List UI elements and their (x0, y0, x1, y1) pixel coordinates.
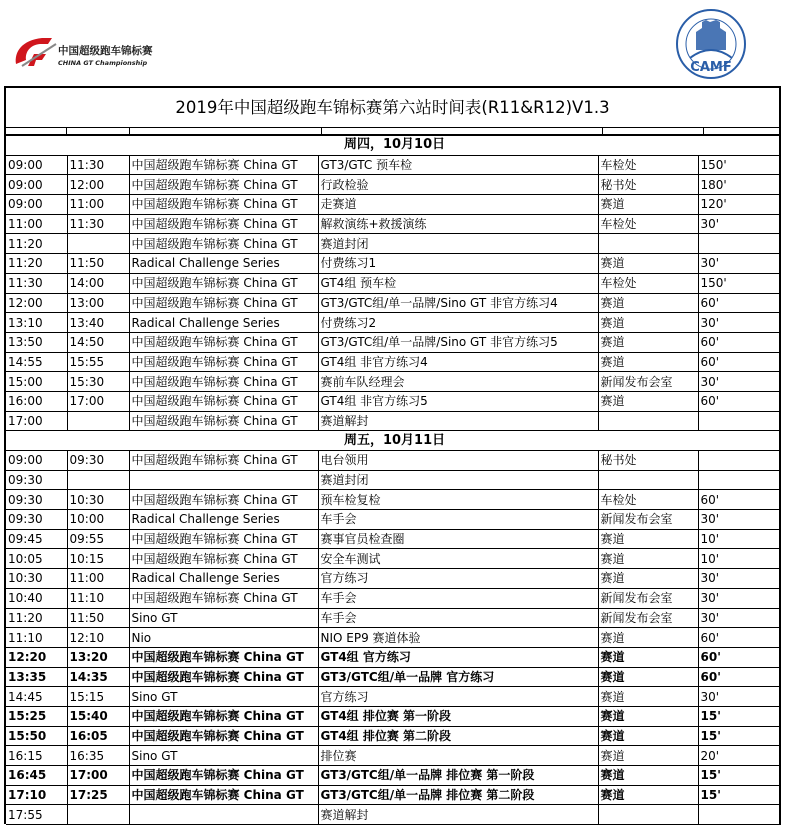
cell-start: 15:00 (6, 372, 67, 392)
cell-series: 中国超级跑车锦标赛 China GT (129, 667, 318, 687)
cell-end: 15:55 (67, 352, 129, 372)
cell-event: GT4组 排位赛 第一阶段 (318, 706, 598, 726)
cell-location: 新闻发布会室 (598, 608, 698, 628)
cell-end: 09:30 (67, 451, 129, 471)
table-row (6, 490, 781, 510)
cell-duration: 30' (698, 510, 781, 530)
cell-duration: 150' (698, 273, 781, 293)
table-row (6, 372, 781, 392)
cell-location (598, 805, 698, 825)
cell-location: 车检处 (598, 214, 698, 234)
cell-start: 15:50 (6, 726, 67, 746)
cell-location: 赛道 (598, 293, 698, 313)
cell-start: 14:55 (6, 352, 67, 372)
cell-location: 赛道 (598, 332, 698, 352)
camf-emblem (666, 8, 756, 80)
table-row (6, 510, 781, 530)
cell-series: 中国超级跑车锦标赛 China GT (129, 273, 318, 293)
schedule-table (6, 135, 781, 825)
cell-start: 11:20 (6, 234, 67, 254)
cell-duration: 30' (698, 254, 781, 274)
cell-series: 中国超级跑车锦标赛 China GT (129, 490, 318, 510)
china-gt-logo (12, 30, 172, 70)
cell-location: 赛道 (598, 569, 698, 589)
cell-event: 车手会 (318, 510, 598, 530)
cell-event: 付费练习2 (318, 313, 598, 333)
cell-end: 17:25 (67, 785, 129, 805)
cell-duration: 60' (698, 391, 781, 411)
table-row (6, 195, 781, 215)
cell-duration: 30' (698, 372, 781, 392)
cell-event: 赛道封闭 (318, 234, 598, 254)
cell-end: 11:00 (67, 569, 129, 589)
table-row (6, 805, 781, 825)
cell-series: 中国超级跑车锦标赛 China GT (129, 155, 318, 175)
cell-duration: 60' (698, 628, 781, 648)
cell-duration: 30' (698, 214, 781, 234)
cell-location: 赛道 (598, 529, 698, 549)
cell-duration: 10' (698, 549, 781, 569)
cell-event: 安全车测试 (318, 549, 598, 569)
cell-series: 中国超级跑车锦标赛 China GT (129, 332, 318, 352)
table-row (6, 391, 781, 411)
cell-event: GT4组 非官方练习4 (318, 352, 598, 372)
cell-location: 赛道 (598, 785, 698, 805)
cell-duration: 15' (698, 785, 781, 805)
cell-event: GT4组 预车检 (318, 273, 598, 293)
cell-end (67, 234, 129, 254)
table-row (6, 214, 781, 234)
cell-event: 行政检验 (318, 175, 598, 195)
cell-start: 09:30 (6, 490, 67, 510)
cell-end: 11:50 (67, 608, 129, 628)
cell-series: Radical Challenge Series (129, 510, 318, 530)
cell-start: 12:20 (6, 647, 67, 667)
cell-start: 11:20 (6, 608, 67, 628)
cell-location: 赛道 (598, 549, 698, 569)
cell-location: 赛道 (598, 687, 698, 707)
cell-series: 中国超级跑车锦标赛 China GT (129, 766, 318, 786)
cell-start: 09:00 (6, 195, 67, 215)
table-row (6, 569, 781, 589)
cell-event: 赛道解封 (318, 411, 598, 431)
table-row (6, 175, 781, 195)
cell-start: 13:10 (6, 313, 67, 333)
cell-start: 16:00 (6, 391, 67, 411)
table-row (6, 766, 781, 786)
cell-series: 中国超级跑车锦标赛 China GT (129, 391, 318, 411)
cell-event: GT3/GTC 预车检 (318, 155, 598, 175)
table-row (6, 667, 781, 687)
cell-location: 赛道 (598, 746, 698, 766)
cell-duration (698, 234, 781, 254)
cell-start: 17:10 (6, 785, 67, 805)
cell-location: 赛道 (598, 667, 698, 687)
cell-location: 新闻发布会室 (598, 510, 698, 530)
cell-series: Sino GT (129, 746, 318, 766)
cell-event: GT3/GTC组/单一品牌 官方练习 (318, 667, 598, 687)
cell-duration: 30' (698, 569, 781, 589)
cell-end: 13:00 (67, 293, 129, 313)
table-row (6, 687, 781, 707)
cell-location: 赛道 (598, 726, 698, 746)
cell-start: 16:45 (6, 766, 67, 786)
cell-event: GT3/GTC组/单一品牌 排位赛 第一阶段 (318, 766, 598, 786)
cell-end: 14:35 (67, 667, 129, 687)
table-row (6, 254, 781, 274)
table-row (6, 608, 781, 628)
cell-series: 中国超级跑车锦标赛 China GT (129, 234, 318, 254)
cell-series: Radical Challenge Series (129, 254, 318, 274)
table-row (6, 549, 781, 569)
cell-event: GT3/GTC组/单一品牌/Sino GT 非官方练习5 (318, 332, 598, 352)
cell-location: 赛道 (598, 628, 698, 648)
cell-location: 赛道 (598, 647, 698, 667)
table-row (6, 726, 781, 746)
cell-duration: 60' (698, 647, 781, 667)
cell-duration: 30' (698, 313, 781, 333)
table-row (6, 706, 781, 726)
cell-end: 10:00 (67, 510, 129, 530)
cell-event: 官方练习 (318, 687, 598, 707)
cell-series: Sino GT (129, 608, 318, 628)
cell-location: 车检处 (598, 490, 698, 510)
cell-start: 09:45 (6, 529, 67, 549)
cell-start: 17:00 (6, 411, 67, 431)
schedule-sheet (4, 86, 781, 824)
day-label: 周四，10月10日 (6, 136, 781, 156)
cell-start: 12:00 (6, 293, 67, 313)
cell-duration: 150' (698, 155, 781, 175)
cell-end: 10:15 (67, 549, 129, 569)
cell-end: 11:30 (67, 214, 129, 234)
cell-event: 排位赛 (318, 746, 598, 766)
table-row (6, 411, 781, 431)
cell-series: 中国超级跑车锦标赛 China GT (129, 588, 318, 608)
cell-series: 中国超级跑车锦标赛 China GT (129, 549, 318, 569)
table-row (6, 451, 781, 471)
cell-start: 11:00 (6, 214, 67, 234)
cell-start: 09:00 (6, 155, 67, 175)
cell-series: Nio (129, 628, 318, 648)
cell-start: 09:00 (6, 175, 67, 195)
table-row (6, 313, 781, 333)
cell-end (67, 470, 129, 490)
cell-location: 赛道 (598, 766, 698, 786)
spacer-row (6, 128, 779, 135)
cell-duration: 30' (698, 687, 781, 707)
cell-start: 11:10 (6, 628, 67, 648)
cell-end: 12:10 (67, 628, 129, 648)
cell-start: 15:25 (6, 706, 67, 726)
cell-location (598, 234, 698, 254)
cell-start: 10:40 (6, 588, 67, 608)
cell-start: 14:45 (6, 687, 67, 707)
cell-location: 新闻发布会室 (598, 372, 698, 392)
cell-location: 车检处 (598, 155, 698, 175)
cell-start: 13:50 (6, 332, 67, 352)
cell-duration: 20' (698, 746, 781, 766)
cell-series: Sino GT (129, 687, 318, 707)
cell-end: 11:30 (67, 155, 129, 175)
cell-series: 中国超级跑车锦标赛 China GT (129, 451, 318, 471)
cell-end: 09:55 (67, 529, 129, 549)
cell-duration (698, 470, 781, 490)
cell-end (67, 411, 129, 431)
cell-start: 16:15 (6, 746, 67, 766)
cell-duration: 15' (698, 766, 781, 786)
table-row (6, 628, 781, 648)
cell-duration: 120' (698, 195, 781, 215)
cell-location: 赛道 (598, 391, 698, 411)
cell-series: 中国超级跑车锦标赛 China GT (129, 175, 318, 195)
cell-duration: 60' (698, 667, 781, 687)
cell-duration (698, 411, 781, 431)
cell-series: 中国超级跑车锦标赛 China GT (129, 647, 318, 667)
day-label: 周五，10月11日 (6, 431, 781, 451)
cell-series: 中国超级跑车锦标赛 China GT (129, 706, 318, 726)
cell-series (129, 470, 318, 490)
cell-series: 中国超级跑车锦标赛 China GT (129, 785, 318, 805)
cell-series: 中国超级跑车锦标赛 China GT (129, 293, 318, 313)
cell-end: 11:00 (67, 195, 129, 215)
cell-start: 13:35 (6, 667, 67, 687)
table-row (6, 273, 781, 293)
cell-location: 赛道 (598, 706, 698, 726)
cell-location: 赛道 (598, 195, 698, 215)
cell-series: 中国超级跑车锦标赛 China GT (129, 372, 318, 392)
cell-event: 电台领用 (318, 451, 598, 471)
day-header-row (6, 136, 781, 156)
cell-series: Radical Challenge Series (129, 313, 318, 333)
cell-event: 车手会 (318, 588, 598, 608)
cell-end: 17:00 (67, 391, 129, 411)
cell-series: 中国超级跑车锦标赛 China GT (129, 726, 318, 746)
cell-end: 15:30 (67, 372, 129, 392)
camf-text: CAMF (690, 60, 732, 75)
cell-duration: 10' (698, 529, 781, 549)
cell-duration: 60' (698, 332, 781, 352)
table-row (6, 529, 781, 549)
table-row (6, 332, 781, 352)
cell-duration (698, 451, 781, 471)
cell-end: 15:15 (67, 687, 129, 707)
cell-event: 赛道解封 (318, 805, 598, 825)
cell-duration: 15' (698, 726, 781, 746)
cell-duration: 30' (698, 608, 781, 628)
cell-location: 赛道 (598, 313, 698, 333)
cell-start: 11:20 (6, 254, 67, 274)
table-row (6, 155, 781, 175)
cell-end: 15:40 (67, 706, 129, 726)
table-row (6, 470, 781, 490)
cell-event: 赛前车队经理会 (318, 372, 598, 392)
cell-duration: 60' (698, 352, 781, 372)
cell-end: 12:00 (67, 175, 129, 195)
cell-duration: 30' (698, 588, 781, 608)
page-title: 2019年中国超级跑车锦标赛第六站时间表(R11&R12)V1.3 (6, 88, 779, 128)
cell-end (67, 805, 129, 825)
cell-end: 16:35 (67, 746, 129, 766)
cell-event: 走赛道 (318, 195, 598, 215)
cell-location (598, 470, 698, 490)
cell-duration: 15' (698, 706, 781, 726)
cell-end: 11:10 (67, 588, 129, 608)
table-row (6, 234, 781, 254)
cell-duration: 60' (698, 490, 781, 510)
table-row (6, 746, 781, 766)
cell-location: 秘书处 (598, 451, 698, 471)
cell-end: 17:00 (67, 766, 129, 786)
cell-start: 11:30 (6, 273, 67, 293)
cell-location: 赛道 (598, 254, 698, 274)
cell-end: 13:40 (67, 313, 129, 333)
cell-event: NIO EP9 赛道体验 (318, 628, 598, 648)
cell-start: 17:55 (6, 805, 67, 825)
cell-location: 车检处 (598, 273, 698, 293)
cell-event: 车手会 (318, 608, 598, 628)
cell-event: 解救演练+救援演练 (318, 214, 598, 234)
cell-end: 14:50 (67, 332, 129, 352)
cell-end: 14:00 (67, 273, 129, 293)
cell-event: 赛道封闭 (318, 470, 598, 490)
cell-series: 中国超级跑车锦标赛 China GT (129, 195, 318, 215)
table-row (6, 647, 781, 667)
cell-duration: 60' (698, 293, 781, 313)
cell-location: 赛道 (598, 352, 698, 372)
cell-series: 中国超级跑车锦标赛 China GT (129, 214, 318, 234)
cell-series: 中国超级跑车锦标赛 China GT (129, 411, 318, 431)
cell-event: 付费练习1 (318, 254, 598, 274)
table-row (6, 785, 781, 805)
cell-start: 10:30 (6, 569, 67, 589)
cell-series: 中国超级跑车锦标赛 China GT (129, 352, 318, 372)
cell-series: Radical Challenge Series (129, 569, 318, 589)
cell-duration: 180' (698, 175, 781, 195)
cell-end: 10:30 (67, 490, 129, 510)
cell-event: GT3/GTC组/单一品牌/Sino GT 非官方练习4 (318, 293, 598, 313)
cell-start: 09:30 (6, 470, 67, 490)
cell-location: 新闻发布会室 (598, 588, 698, 608)
cell-end: 11:50 (67, 254, 129, 274)
day-header-row (6, 431, 781, 451)
table-row (6, 352, 781, 372)
cell-event: GT4组 排位赛 第二阶段 (318, 726, 598, 746)
cell-start: 10:05 (6, 549, 67, 569)
cell-location (598, 411, 698, 431)
cell-event: GT3/GTC组/单一品牌 排位赛 第二阶段 (318, 785, 598, 805)
table-row (6, 588, 781, 608)
logo-left-en-text: CHINA GT Championship (58, 59, 148, 67)
cell-series: 中国超级跑车锦标赛 China GT (129, 529, 318, 549)
cell-duration (698, 805, 781, 825)
cell-location: 秘书处 (598, 175, 698, 195)
cell-end: 16:05 (67, 726, 129, 746)
cell-event: 预车检复检 (318, 490, 598, 510)
cell-start: 09:00 (6, 451, 67, 471)
cell-event: 官方练习 (318, 569, 598, 589)
table-row (6, 293, 781, 313)
cell-series (129, 805, 318, 825)
cell-event: GT4组 非官方练习5 (318, 391, 598, 411)
cell-start: 09:30 (6, 510, 67, 530)
logo-left-cn-text: 中国超级跑车锦标赛 (58, 45, 153, 57)
cell-event: GT4组 官方练习 (318, 647, 598, 667)
cell-event: 赛事官员检查圈 (318, 529, 598, 549)
cell-end: 13:20 (67, 647, 129, 667)
